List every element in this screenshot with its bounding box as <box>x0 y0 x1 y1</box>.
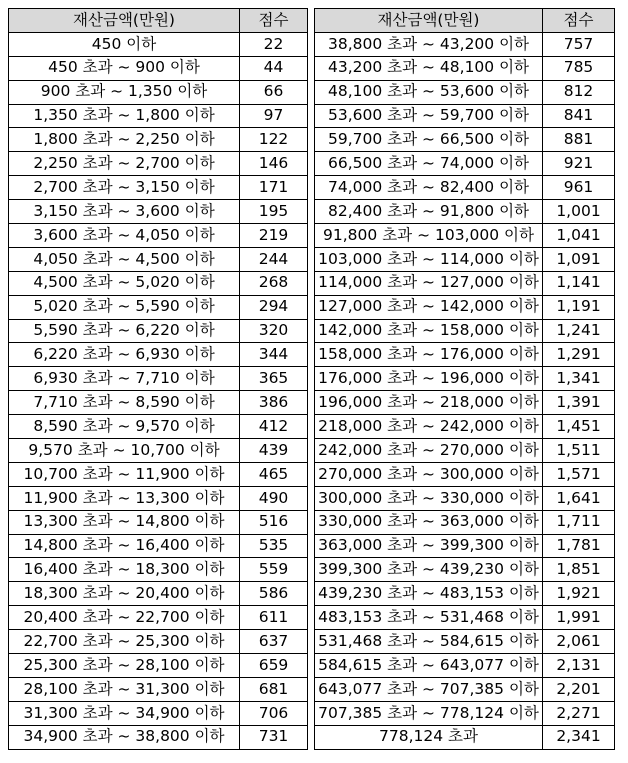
table-row <box>9 725 308 749</box>
table-row <box>9 558 308 582</box>
score-cell: 1,141 <box>543 271 615 295</box>
score-cell: 1,921 <box>543 582 615 606</box>
amount-range-cell: 127,000 초과 ~ 142,000 이하 <box>315 295 543 319</box>
table-row <box>9 104 308 128</box>
table-row <box>9 56 308 80</box>
score-cell: 881 <box>543 128 615 152</box>
score-cell: 757 <box>543 32 615 56</box>
score-cell: 465 <box>240 462 308 486</box>
score-cell: 961 <box>543 176 615 200</box>
amount-range-cell: 53,600 초과 ~ 59,700 이하 <box>315 104 543 128</box>
score-cell: 1,191 <box>543 295 615 319</box>
amount-range-cell: 2,250 초과 ~ 2,700 이하 <box>9 152 240 176</box>
header-row <box>9 9 308 33</box>
score-cell: 921 <box>543 152 615 176</box>
amount-range-cell: 28,100 초과 ~ 31,300 이하 <box>9 677 240 701</box>
amount-range-cell: 6,220 초과 ~ 6,930 이하 <box>9 343 240 367</box>
amount-range-cell: 11,900 초과 ~ 13,300 이하 <box>9 486 240 510</box>
score-cell: 268 <box>240 271 308 295</box>
score-cell: 1,451 <box>543 415 615 439</box>
score-cell: 535 <box>240 534 308 558</box>
amount-header: 재산금액(만원) <box>9 9 240 33</box>
amount-header: 재산금액(만원) <box>315 9 543 33</box>
score-cell: 659 <box>240 654 308 678</box>
amount-range-cell: 643,077 초과 ~ 707,385 이하 <box>315 677 543 701</box>
amount-range-cell: 22,700 초과 ~ 25,300 이하 <box>9 630 240 654</box>
table-row <box>9 367 308 391</box>
amount-range-cell: 31,300 초과 ~ 34,900 이하 <box>9 701 240 725</box>
score-cell: 244 <box>240 247 308 271</box>
score-cell: 1,511 <box>543 439 615 463</box>
table-row <box>315 200 615 224</box>
score-cell: 681 <box>240 677 308 701</box>
score-cell: 2,271 <box>543 701 615 725</box>
score-cell: 706 <box>240 701 308 725</box>
table-row <box>9 80 308 104</box>
table-row <box>315 701 615 725</box>
amount-range-cell: 38,800 초과 ~ 43,200 이하 <box>315 32 543 56</box>
amount-range-cell: 450 이하 <box>9 32 240 56</box>
table-row <box>9 343 308 367</box>
table-row <box>315 510 615 534</box>
table-row <box>315 56 615 80</box>
table-row <box>315 128 615 152</box>
score-cell: 195 <box>240 200 308 224</box>
table-row <box>315 486 615 510</box>
score-cell: 2,341 <box>543 725 615 749</box>
table-row <box>315 415 615 439</box>
amount-range-cell: 4,050 초과 ~ 4,500 이하 <box>9 247 240 271</box>
table-row <box>9 415 308 439</box>
table-row <box>315 630 615 654</box>
table-row <box>315 462 615 486</box>
amount-range-cell: 6,930 초과 ~ 7,710 이하 <box>9 367 240 391</box>
amount-range-cell: 82,400 초과 ~ 91,800 이하 <box>315 200 543 224</box>
score-cell: 586 <box>240 582 308 606</box>
score-cell: 219 <box>240 224 308 248</box>
table-row <box>9 701 308 725</box>
amount-range-cell: 900 초과 ~ 1,350 이하 <box>9 80 240 104</box>
table-row <box>9 439 308 463</box>
amount-range-cell: 5,020 초과 ~ 5,590 이하 <box>9 295 240 319</box>
table-row <box>315 32 615 56</box>
score-header: 점수 <box>240 9 308 33</box>
amount-range-cell: 158,000 초과 ~ 176,000 이하 <box>315 343 543 367</box>
amount-range-cell: 74,000 초과 ~ 82,400 이하 <box>315 176 543 200</box>
amount-range-cell: 7,710 초과 ~ 8,590 이하 <box>9 391 240 415</box>
amount-range-cell: 2,700 초과 ~ 3,150 이하 <box>9 176 240 200</box>
score-cell: 439 <box>240 439 308 463</box>
left-score-table <box>8 8 308 750</box>
table-row <box>9 295 308 319</box>
table-row <box>315 654 615 678</box>
table-row <box>9 176 308 200</box>
table-row <box>9 654 308 678</box>
table-row <box>9 486 308 510</box>
amount-range-cell: 43,200 초과 ~ 48,100 이하 <box>315 56 543 80</box>
amount-range-cell: 531,468 초과 ~ 584,615 이하 <box>315 630 543 654</box>
table-row <box>315 176 615 200</box>
amount-range-cell: 584,615 초과 ~ 643,077 이하 <box>315 654 543 678</box>
table-row <box>315 439 615 463</box>
amount-range-cell: 399,300 초과 ~ 439,230 이하 <box>315 558 543 582</box>
score-cell: 320 <box>240 319 308 343</box>
score-cell: 171 <box>240 176 308 200</box>
amount-range-cell: 5,590 초과 ~ 6,220 이하 <box>9 319 240 343</box>
table-row <box>9 510 308 534</box>
score-cell: 812 <box>543 80 615 104</box>
score-cell: 1,041 <box>543 224 615 248</box>
table-row <box>315 725 615 749</box>
score-cell: 2,131 <box>543 654 615 678</box>
table-row <box>9 271 308 295</box>
amount-range-cell: 18,300 초과 ~ 20,400 이하 <box>9 582 240 606</box>
amount-range-cell: 439,230 초과 ~ 483,153 이하 <box>315 582 543 606</box>
table-row <box>9 677 308 701</box>
score-cell: 344 <box>240 343 308 367</box>
table-row <box>9 462 308 486</box>
amount-range-cell: 176,000 초과 ~ 196,000 이하 <box>315 367 543 391</box>
amount-range-cell: 8,590 초과 ~ 9,570 이하 <box>9 415 240 439</box>
table-row <box>9 319 308 343</box>
score-cell: 1,571 <box>543 462 615 486</box>
table-row <box>9 391 308 415</box>
table-row <box>315 319 615 343</box>
table-row <box>9 582 308 606</box>
amount-range-cell: 707,385 초과 ~ 778,124 이하 <box>315 701 543 725</box>
amount-range-cell: 103,000 초과 ~ 114,000 이하 <box>315 247 543 271</box>
right-score-table <box>314 8 615 750</box>
amount-range-cell: 59,700 초과 ~ 66,500 이하 <box>315 128 543 152</box>
table-row <box>9 200 308 224</box>
amount-range-cell: 4,500 초과 ~ 5,020 이하 <box>9 271 240 295</box>
amount-range-cell: 34,900 초과 ~ 38,800 이하 <box>9 725 240 749</box>
score-cell: 1,851 <box>543 558 615 582</box>
amount-range-cell: 330,000 초과 ~ 363,000 이하 <box>315 510 543 534</box>
table-row <box>315 104 615 128</box>
table-row <box>9 224 308 248</box>
score-cell: 731 <box>240 725 308 749</box>
score-cell: 559 <box>240 558 308 582</box>
amount-range-cell: 13,300 초과 ~ 14,800 이하 <box>9 510 240 534</box>
amount-range-cell: 450 초과 ~ 900 이하 <box>9 56 240 80</box>
amount-range-cell: 14,800 초과 ~ 16,400 이하 <box>9 534 240 558</box>
amount-range-cell: 142,000 초과 ~ 158,000 이하 <box>315 319 543 343</box>
table-row <box>315 534 615 558</box>
score-cell: 146 <box>240 152 308 176</box>
score-cell: 1,291 <box>543 343 615 367</box>
score-cell: 294 <box>240 295 308 319</box>
table-row <box>9 534 308 558</box>
score-cell: 66 <box>240 80 308 104</box>
amount-range-cell: 25,300 초과 ~ 28,100 이하 <box>9 654 240 678</box>
amount-range-cell: 20,400 초과 ~ 22,700 이하 <box>9 606 240 630</box>
score-cell: 516 <box>240 510 308 534</box>
table-row <box>315 606 615 630</box>
table-row <box>9 247 308 271</box>
amount-range-cell: 1,800 초과 ~ 2,250 이하 <box>9 128 240 152</box>
amount-range-cell: 91,800 초과 ~ 103,000 이하 <box>315 224 543 248</box>
amount-range-cell: 1,350 초과 ~ 1,800 이하 <box>9 104 240 128</box>
table-row <box>9 128 308 152</box>
score-cell: 841 <box>543 104 615 128</box>
score-cell: 2,201 <box>543 677 615 701</box>
score-cell: 1,091 <box>543 247 615 271</box>
score-cell: 365 <box>240 367 308 391</box>
score-cell: 611 <box>240 606 308 630</box>
score-cell: 1,241 <box>543 319 615 343</box>
table-row <box>315 224 615 248</box>
table-row <box>315 677 615 701</box>
table-row <box>315 391 615 415</box>
amount-range-cell: 3,600 초과 ~ 4,050 이하 <box>9 224 240 248</box>
header-row <box>315 9 615 33</box>
table-row <box>9 606 308 630</box>
amount-range-cell: 10,700 초과 ~ 11,900 이하 <box>9 462 240 486</box>
score-cell: 97 <box>240 104 308 128</box>
amount-range-cell: 363,000 초과 ~ 399,300 이하 <box>315 534 543 558</box>
table-row <box>315 152 615 176</box>
amount-range-cell: 483,153 초과 ~ 531,468 이하 <box>315 606 543 630</box>
amount-range-cell: 218,000 초과 ~ 242,000 이하 <box>315 415 543 439</box>
table-row <box>315 367 615 391</box>
score-cell: 122 <box>240 128 308 152</box>
score-cell: 785 <box>543 56 615 80</box>
table-row <box>9 32 308 56</box>
score-cell: 2,061 <box>543 630 615 654</box>
score-cell: 1,641 <box>543 486 615 510</box>
amount-range-cell: 778,124 초과 <box>315 725 543 749</box>
score-cell: 1,781 <box>543 534 615 558</box>
score-cell: 1,391 <box>543 391 615 415</box>
table-row <box>315 582 615 606</box>
table-row <box>315 343 615 367</box>
amount-range-cell: 300,000 초과 ~ 330,000 이하 <box>315 486 543 510</box>
amount-range-cell: 196,000 초과 ~ 218,000 이하 <box>315 391 543 415</box>
table-row <box>315 271 615 295</box>
score-cell: 22 <box>240 32 308 56</box>
amount-range-cell: 242,000 초과 ~ 270,000 이하 <box>315 439 543 463</box>
amount-range-cell: 270,000 초과 ~ 300,000 이하 <box>315 462 543 486</box>
score-cell: 1,711 <box>543 510 615 534</box>
score-header: 점수 <box>543 9 615 33</box>
score-cell: 1,991 <box>543 606 615 630</box>
score-cell: 637 <box>240 630 308 654</box>
score-cell: 1,341 <box>543 367 615 391</box>
table-row <box>315 295 615 319</box>
table-row <box>315 558 615 582</box>
table-row <box>315 80 615 104</box>
table-row <box>9 630 308 654</box>
table-row <box>9 152 308 176</box>
amount-range-cell: 48,100 초과 ~ 53,600 이하 <box>315 80 543 104</box>
score-cell: 490 <box>240 486 308 510</box>
score-cell: 412 <box>240 415 308 439</box>
table-row <box>315 247 615 271</box>
amount-range-cell: 9,570 초과 ~ 10,700 이하 <box>9 439 240 463</box>
score-cell: 44 <box>240 56 308 80</box>
amount-range-cell: 66,500 초과 ~ 74,000 이하 <box>315 152 543 176</box>
amount-range-cell: 16,400 초과 ~ 18,300 이하 <box>9 558 240 582</box>
score-cell: 1,001 <box>543 200 615 224</box>
amount-range-cell: 114,000 초과 ~ 127,000 이하 <box>315 271 543 295</box>
score-cell: 386 <box>240 391 308 415</box>
amount-range-cell: 3,150 초과 ~ 3,600 이하 <box>9 200 240 224</box>
